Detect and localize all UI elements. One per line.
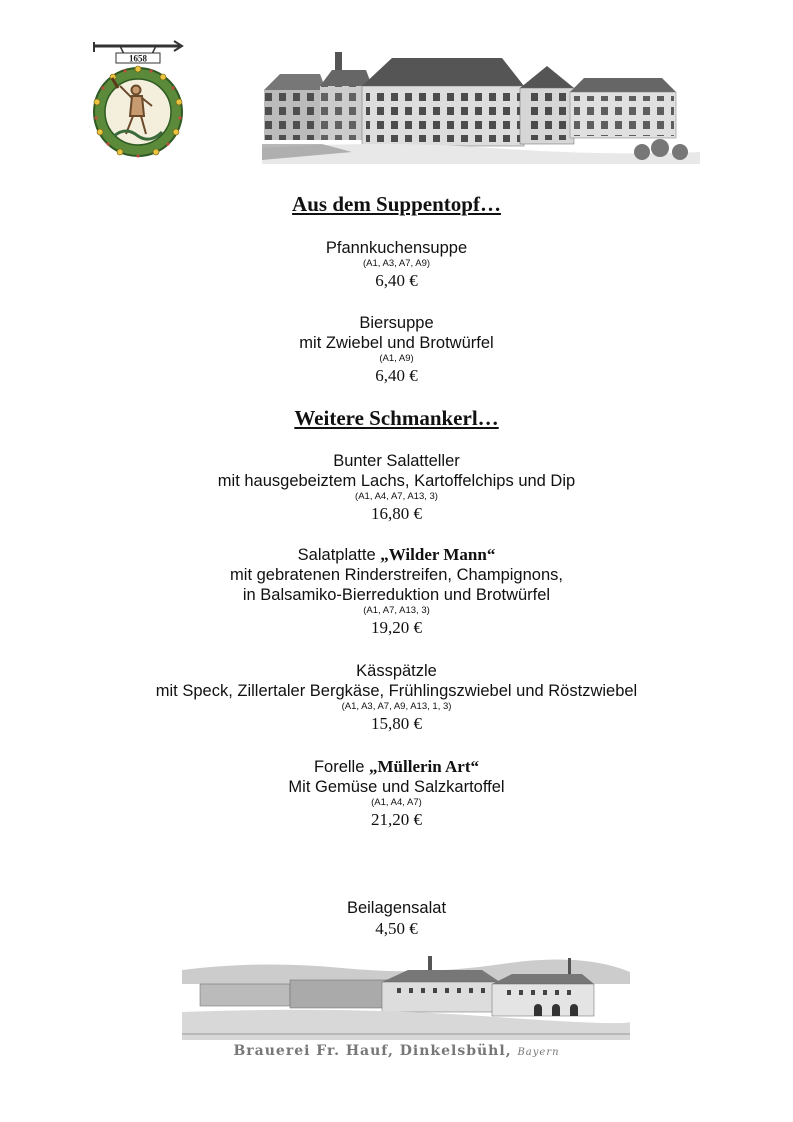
dish-description: mit Speck, Zillertaler Bergkäse, Frühlingszwiebel und Röstzwiebel <box>155 682 638 700</box>
dish-name: Biersuppe <box>359 314 434 332</box>
dish-allergens: (A1, A3, A7, A9, A13, 1, 3) <box>341 701 452 712</box>
dish-description: mit gebratenen Rinderstreifen, Champignons, <box>230 566 563 584</box>
dish-description: in Balsamiko-Bierreduktion und Brotwürfel <box>242 586 551 604</box>
footer-caption-text: Brauerei Fr. Hauf, Dinkelsbühl <box>233 1043 506 1059</box>
footer-caption-region: Bayern <box>517 1047 560 1058</box>
side-price: 4,50 € <box>375 919 418 938</box>
brewery-panorama-illustration <box>182 950 630 1040</box>
dish-price: 16,80 € <box>371 504 422 523</box>
dish-price: 21,20 € <box>371 810 422 829</box>
dish-name <box>0 757 793 777</box>
dish-allergens: (A1, A7, A13, 3) <box>363 605 430 616</box>
section-title-suppentopf: Aus dem Suppentopf… <box>292 192 501 216</box>
dish-price: 15,80 € <box>371 714 422 733</box>
dish-name-highlight: „Wilder Mann“ <box>380 545 496 564</box>
brewery-building-illustration <box>262 48 700 164</box>
brewery-logo <box>86 40 190 162</box>
dish-forelle-mullerin-art <box>0 757 793 830</box>
dish-price: 6,40 € <box>375 366 418 385</box>
dish-allergens: (A1, A4, A7, A13, 3) <box>355 491 438 502</box>
dish-name: Pfannkuchensuppe <box>325 239 468 257</box>
dish-description: mit hausgebeiztem Lachs, Kartoffelchips und Dip <box>217 472 576 490</box>
dish-salatplatte-wilder-mann <box>0 545 793 638</box>
footer-caption: Brauerei Fr. Hauf, Dinkelsbühl, Bayern <box>233 1043 560 1059</box>
dish-biersuppe <box>0 313 793 386</box>
dish-bunter-salatteller <box>0 451 793 524</box>
dish-kasspatzle <box>0 661 793 734</box>
dish-name-prefix: Salatplatte <box>297 546 381 564</box>
dish-pfannkuchensuppe <box>0 238 793 291</box>
dish-name: Kässpätzle <box>356 662 437 680</box>
side-beilagensalat <box>0 898 793 939</box>
dish-name-prefix: Forelle <box>313 758 369 776</box>
dish-allergens: (A1, A9) <box>379 353 414 364</box>
section-title-schmankerl: Weitere Schmankerl… <box>294 406 499 430</box>
dish-name: Bunter Salatteller <box>333 452 460 470</box>
dish-name <box>0 545 793 565</box>
dish-description: mit Zwiebel und Brotwürfel <box>299 334 494 352</box>
dish-description: Mit Gemüse und Salzkartoffel <box>288 778 505 796</box>
dish-allergens: (A1, A4, A7) <box>371 797 422 808</box>
dish-price: 6,40 € <box>375 271 418 290</box>
dish-price: 19,20 € <box>371 618 422 637</box>
logo-year: 1658 <box>129 53 147 64</box>
dish-name-highlight: „Müllerin Art“ <box>369 757 480 776</box>
dish-allergens: (A1, A3, A7, A9) <box>362 258 431 269</box>
side-name: Beilagensalat <box>346 899 447 917</box>
